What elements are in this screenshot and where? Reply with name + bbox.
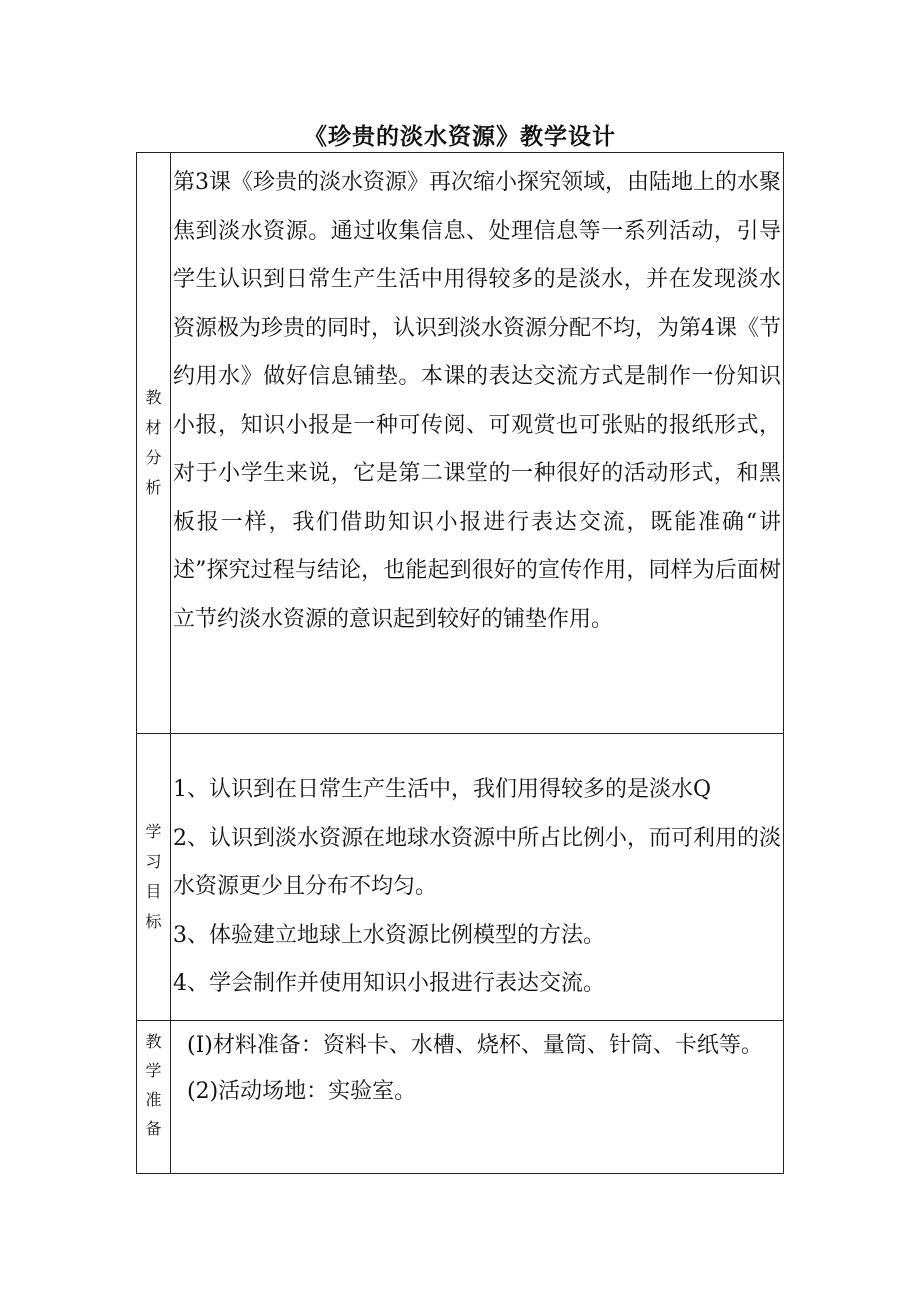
prep-item: (2)活动场地：实验室。 bbox=[187, 1079, 417, 1104]
label-char: 学 bbox=[145, 1061, 162, 1080]
prep-item: (I)材料准备：资料卡、水槽、烧杯、量筒、针筒、卡纸等。 bbox=[187, 1033, 763, 1058]
label-char: 材 bbox=[145, 418, 162, 437]
section-content-preparation bbox=[171, 1021, 784, 1174]
goal-item: 1、认识到在日常生产生活中，我们用得较多的是淡水Q bbox=[173, 777, 712, 802]
table-row-preparation bbox=[137, 1021, 784, 1174]
section-label-preparation bbox=[137, 1021, 171, 1174]
label-char: 目 bbox=[145, 882, 162, 901]
goal-item: 3、体验建立地球上水资源比例模型的方法。 bbox=[173, 922, 605, 948]
lesson-plan-table bbox=[136, 152, 784, 1174]
document-title: 《珍贵的淡水资源》教学设计 bbox=[304, 124, 616, 150]
label-char: 学 bbox=[145, 822, 162, 841]
label-char: 备 bbox=[145, 1119, 162, 1138]
label-char: 析 bbox=[145, 478, 162, 497]
section-label-analysis bbox=[137, 153, 171, 734]
analysis-paragraph: 第3课《珍贵的淡水资源》再次缩小探究领域，由陆地上的水聚焦到淡水资源。通过收集信息、处理信息等一系列活动，引导学生认识到日常生产生活中用得较多的是淡水，并在发现淡水资源极为珍贵的同时，认识到淡水资源分配不均，为第4课《节约用水》做好信息铺垫。本课的表达交流方式是制作一份知识小报，知识小报是一种可传阅、可观赏也可张贴的报纸形式，对于小学生来说，它是第二课堂的一种很好的活动形式，和黑板报一样，我们借助知识小报进行表达交流，既能准确“讲述”探究过程与结论，也能起到很好的宣传作用，同样为后面树立节约淡水资源的意识起到较好的铺垫作用。 bbox=[173, 170, 781, 632]
label-char: 标 bbox=[145, 912, 162, 931]
section-content-goals bbox=[171, 734, 784, 1021]
goal-item: 2、认识到淡水资源在地球水资源中所占比例小，而可利用的淡水资源更少且分布不均匀。 bbox=[173, 825, 781, 899]
table-row-analysis bbox=[137, 153, 784, 734]
label-char: 教 bbox=[145, 388, 162, 407]
section-label-goals bbox=[137, 734, 171, 1021]
label-char: 习 bbox=[145, 852, 162, 871]
label-char: 教 bbox=[145, 1032, 162, 1051]
label-char: 准 bbox=[145, 1090, 162, 1109]
label-char: 分 bbox=[145, 448, 162, 467]
table-row-goals bbox=[137, 734, 784, 1021]
goal-item: 4、学会制作并使用知识小报进行表达交流。 bbox=[173, 971, 605, 996]
section-content-analysis bbox=[171, 153, 784, 734]
